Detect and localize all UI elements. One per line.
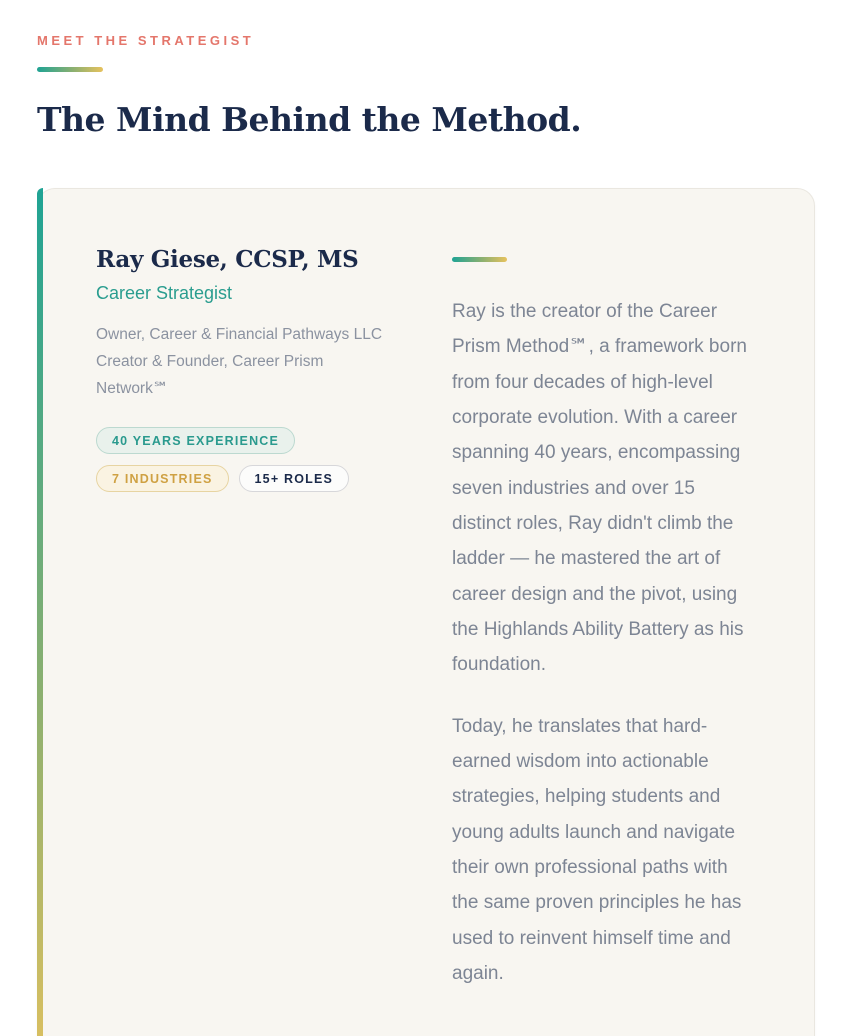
badge-row — [96, 465, 392, 492]
profile-summary-column — [96, 246, 392, 991]
accent-divider — [37, 67, 103, 72]
profile-credentials — [96, 322, 392, 403]
page-title: The Mind Behind the Method. — [37, 100, 582, 139]
badge-years-experience: 40 YEARS EXPERIENCE — [96, 427, 295, 454]
profile-bio-column — [452, 246, 756, 991]
bio-paragraph-2: Today, he translates that hard-earned wisdom into actionable strategies, helping students and young adults launch and navigate their own professional paths with the same proven principles he has used to reinvent himself time and again. — [452, 715, 742, 984]
badge-roles: 15+ ROLES — [239, 465, 350, 492]
credential-founder: Creator & Founder, Career Prism Network℠ — [96, 352, 324, 397]
bio-paragraph-1: Ray is the creator of the Career Prism Method℠, a framework born from four decades of high-level corporate evolution. With a career spanning 40 years, encompassing seven industries and over 15 distinct roles, Ray didn't climb the ladder — he mastered the art of career design and the pivot, using the Highlands Ability Battery as his foundation. — [452, 301, 747, 676]
profile-role: Career Strategist — [96, 283, 233, 303]
strategist-profile-card — [37, 188, 815, 1036]
credential-owner: Owner, Career & Financial Pathways LLC — [96, 326, 383, 343]
profile-name: Ray Giese, CCSP, MS — [96, 246, 359, 273]
profile-card-grid — [96, 246, 758, 991]
accent-divider-small — [452, 257, 507, 262]
profile-badges — [96, 427, 392, 492]
section-eyebrow: MEET THE STRATEGIST — [37, 33, 255, 48]
card-accent-bar — [37, 188, 43, 1036]
badge-industries: 7 INDUSTRIES — [96, 465, 229, 492]
